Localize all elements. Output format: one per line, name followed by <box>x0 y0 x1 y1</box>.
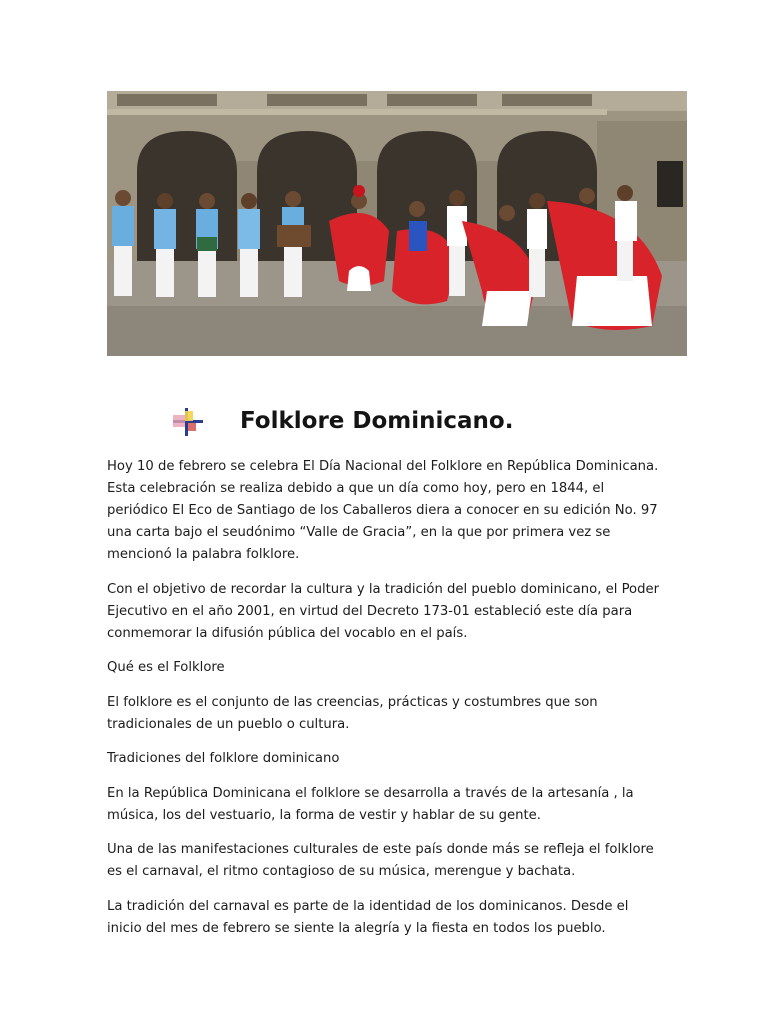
document-title: Folklore Dominicano. <box>240 408 514 434</box>
paragraph-intro: Hoy 10 de febrero se celebra El Día Nacional del Folklore en República Dominicana. Esta celebración se realiza debido a que un día como hoy, pero en 1844, el periódico El Eco de Santiago de los Caballeros diera a conocer en su edición No. 97 una carta bajo el seudónimo “Valle de Gracia”, en la que por primera vez se mencionó la palabra folklore. <box>107 459 659 562</box>
paragraph-carnaval: Una de las manifestaciones culturales de este país donde más se refleja el folklore es el carnaval, el ritmo contagioso de su música, merengue y bachata. <box>107 842 654 879</box>
title-row <box>107 404 687 444</box>
cross-marker-icon <box>173 408 203 436</box>
section-heading-que-es: Qué es el Folklore <box>107 660 225 675</box>
paragraph-artesania: En la República Dominicana el folklore se desarrolla a través de la artesanía , la música, los del vestuario, la forma de vestir y hablar de su gente. <box>107 785 634 823</box>
section-heading-tradiciones: Tradiciones del folklore dominicano <box>107 751 340 766</box>
paragraph-definition: El folklore es el conjunto de las creencias, prácticas y costumbres que son tradicionales de un pueblo o cultura. <box>107 694 598 732</box>
paragraph-identidad: La tradición del carnaval es parte de la identidad de los dominicanos. Desde el inicio del mes de febrero se siente la alegría y la fiesta en todos los pueblo. <box>107 898 629 936</box>
photo-illustration <box>107 91 687 356</box>
folklore-dancers-photo <box>107 91 687 356</box>
document-body <box>107 456 667 952</box>
paragraph-decree: Con el objetivo de recordar la cultura y la tradición del pueblo dominicano, el Poder Ejecutivo en el año 2001, en virtud del Decreto 173-01 estableció este día para conmemorar la difusión pública del vocablo en el país. <box>107 581 660 641</box>
